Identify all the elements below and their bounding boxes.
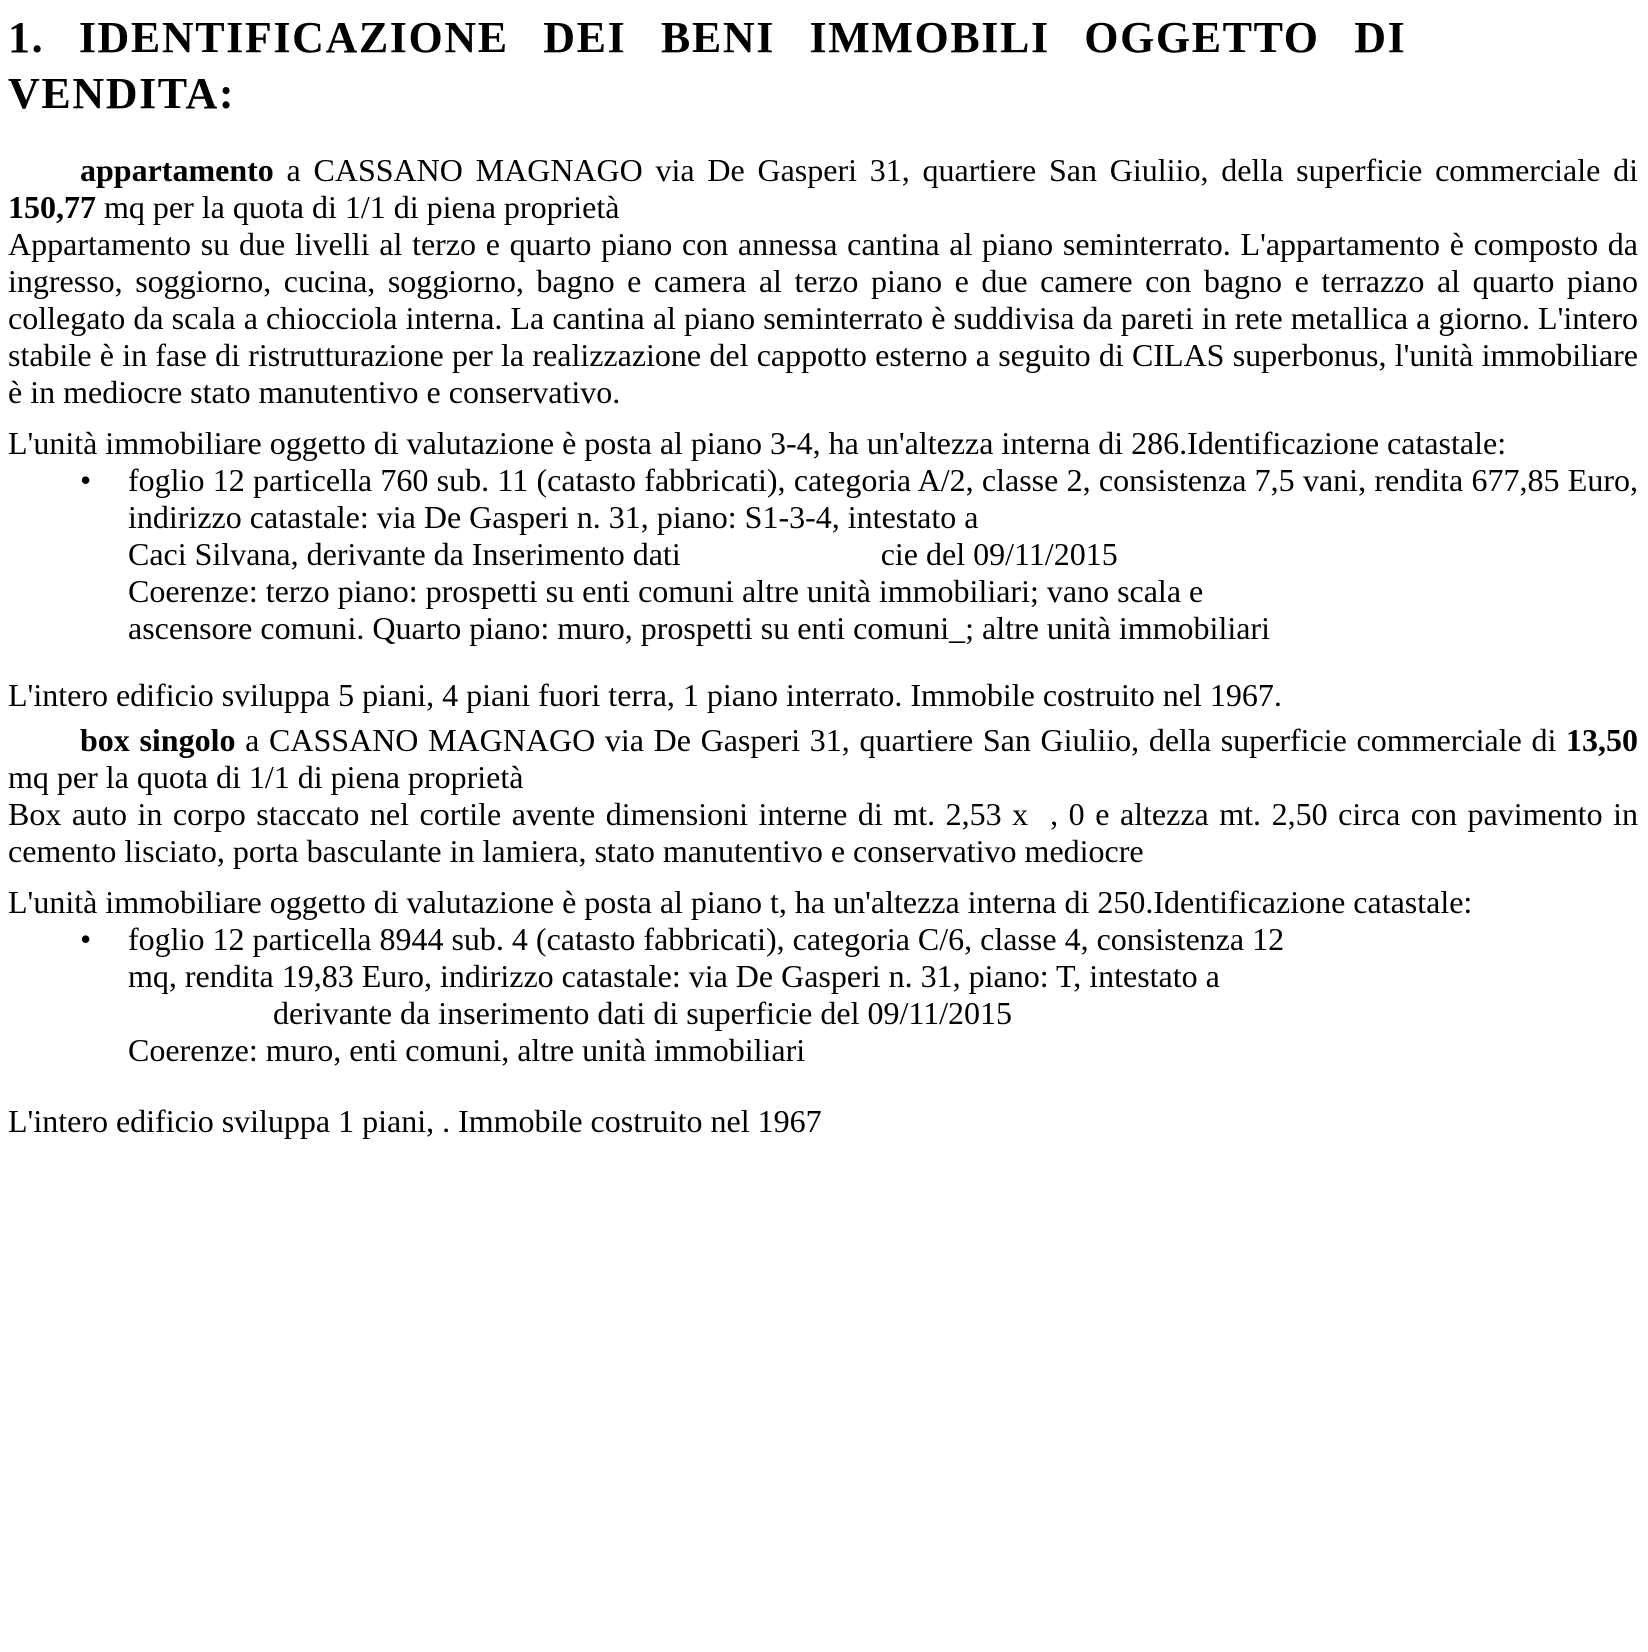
box-position: L'unità immobiliare oggetto di valutazione è posta al piano t, ha un'altezza interna di 250.Identificazione catastale:: [8, 884, 1473, 920]
box-section: [8, 722, 1638, 1140]
box-cadastral-line2: mq, rendita 19,83 Euro, indirizzo catastale: via De Gasperi n. 31, piano: T, intestato a: [128, 958, 1220, 994]
box-intro-text-b: mq per la quota di 1/1 di piena proprietà: [8, 759, 524, 795]
heading-title-line2: VENDITA:: [8, 69, 236, 118]
appartamento-building: L'intero edificio sviluppa 5 piani, 4 piani fuori terra, 1 piano interrato. Immobile costruito nel 1967.: [8, 677, 1282, 713]
appartamento-description: Appartamento su due livelli al terzo e quarto piano con annessa cantina al piano seminterrato. L'appartamento è composto da ingresso, soggiorno, cucina, soggiorno, bagno e camera al terzo piano e due camere con bagno e terrazzo al quarto piano collegato da scala a chiocciola interna. La cantina al piano seminterrato è suddivisa da pareti in rete metallica a giorno. L'intero stabile è in fase di ristrutturazione per la realizzazione del cappotto esterno a seguito di CILAS superbonus, l'unità immobiliare è in mediocre stato manutentivo e conservativo.: [8, 226, 1638, 410]
box-label: box singolo: [80, 722, 236, 758]
box-cadastral-list: [8, 921, 1638, 1069]
appartamento-section: [8, 152, 1638, 714]
box-desc-text-c: circa con pavimento in cemento lisciato, porta basculante in lamiera, stato manutentivo e conservativo mediocre: [8, 796, 1639, 869]
section-heading: [8, 10, 1638, 122]
box-area: 13,50: [1566, 722, 1639, 758]
box-description: [8, 796, 1638, 870]
appartamento-intro: [8, 152, 1638, 226]
appartamento-owner-text-a: Caci Silvana, derivante da Inserimento dati: [128, 536, 681, 572]
box-cadastral-line3: derivante da inserimento dati di superficie del 09/11/2015: [273, 995, 1013, 1031]
heading-number: 1.: [8, 13, 45, 62]
appartamento-cadastral-text: foglio 12 particella 760 sub. 11 (catasto fabbricati), categoria A/2, classe 2, consistenza 7,5 vani, rendita 677,85 Euro, indirizzo catastale: via De Gasperi n. 31, piano: S1-3-4, intestato a: [128, 462, 1638, 535]
appartamento-intro-text-a: a CASSANO MAGNAGO via De Gasperi 31, quartiere San Giuliio, della superficie commerciale di: [273, 152, 1638, 188]
appartamento-coerenze-line2: ascensore comuni. Quarto piano: muro, prospetti su enti comuni_; altre unità immobiliari: [128, 610, 1270, 646]
appartamento-coerenze-line1: Coerenze: terzo piano: prospetti su enti comuni altre unità immobiliari; vano scala e: [128, 573, 1204, 609]
box-cadastral-line1: • foglio 12 particella 8944 sub. 4 (catasto fabbricati), categoria C/6, classe 4, consistenza 12: [128, 921, 1285, 957]
appartamento-area: 150,77: [8, 189, 96, 225]
heading-title-line1: IDENTIFICAZIONE DEI BENI IMMOBILI OGGETTO DI: [78, 13, 1407, 62]
box-desc-text-a: Box auto in corpo staccato nel cortile avente dimensioni interne di mt. 2,53 x: [8, 796, 1029, 832]
box-coerenze: Coerenze: muro, enti comuni, altre unità immobiliari: [128, 1032, 806, 1068]
appartamento-owner: [128, 536, 1638, 573]
box-intro-text-a: a CASSANO MAGNAGO via De Gasperi 31, quartiere San Giuliio, della superficie commerciale di: [235, 722, 1567, 758]
box-building: L'intero edificio sviluppa 1 piani, . Immobile costruito nel 1967: [8, 1103, 822, 1139]
appartamento-position: L'unità immobiliare oggetto di valutazione è posta al piano 3-4, ha un'altezza interna di 286.Identificazione catastale:: [8, 425, 1507, 461]
appartamento-owner-text-b: cie del 09/11/2015: [880, 536, 1118, 572]
box-intro: [8, 722, 1638, 796]
box-desc-text-b: , 0 e altezza mt. 2,50: [1050, 796, 1328, 832]
appartamento-cadastral-item: [8, 462, 1638, 647]
box-cadastral-item: [8, 921, 1638, 1069]
appartamento-intro-text-b: mq per la quota di 1/1 di piena proprietà: [96, 189, 620, 225]
appartamento-cadastral-list: [8, 462, 1638, 647]
appartamento-label: appartamento: [80, 152, 274, 188]
